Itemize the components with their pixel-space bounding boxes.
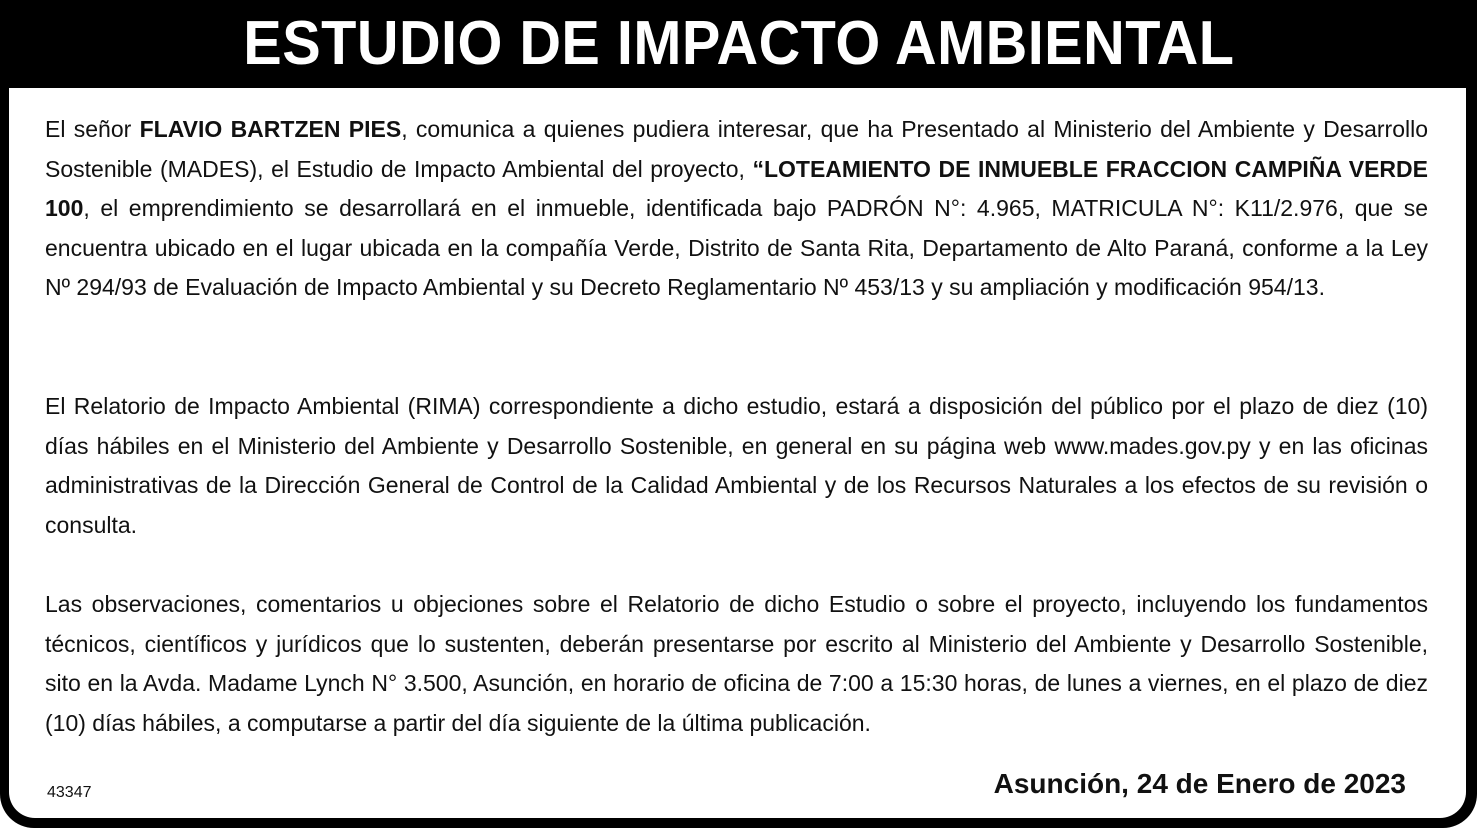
project-name: “LOTEAMIENTO DE INMUEBLE FRACCION CAMPIÑA VERDE 100 — [45, 155, 1428, 221]
paragraph-project-announcement — [45, 110, 1428, 308]
paragraph-observations: Las observaciones, comentarios u objeciones sobre el Relatorio de dicho Estudio o sobre el proyecto, incluyendo los fundamentos técnicos, científicos y jurídicos que lo sustenten, deberán presentarse por escrito al Ministerio del Ambiente y Desarrollo Sostenible, sito en la Avda. Madame Lynch N° 3.500, Asunción, en horario de oficina de 7:00 a 15:30 horas, de lunes a viernes, en el plazo de diez (10) días hábiles, a computarse a partir del día siguiente de la última publicación. — [45, 591, 1428, 736]
title-bar — [0, 0, 1477, 88]
date-line: Asunción, 24 de Enero de 2023 — [993, 768, 1406, 799]
paragraph-intro-text: El señor — [45, 116, 140, 142]
owner-name: FLAVIO BARTZEN PIES — [139, 116, 402, 142]
paragraph-text-b: , el emprendimiento se desarrollará en el inmueble, identificada bajo PADRÓN N°: 4.965, MATRICULA N°: K11/2.976, que se encuentra ubicado en el lugar ubicada en la compañía Verde, Distrito de Santa Rita, Departamento de Alto Paraná, conforme a la Ley Nº 294/93 de Evaluación de Impacto Ambiental y su Decreto Reglamentario Nº 453/13 y su ampliación y modificación 954/13. — [45, 195, 1428, 300]
paragraph-rima-availability: El Relatorio de Impacto Ambiental (RIMA) correspondiente a dicho estudio, estará a disposición del público por el plazo de diez (10) días hábiles en el Ministerio del Ambiente y Desarrollo Sostenible, en general en su página web www.mades.gov.py y en las oficinas administrativas de la Dirección General de Control de la Calidad Ambiental y de los Recursos Naturales a los efectos de su revisión o consulta. — [45, 393, 1428, 538]
notice-body — [9, 88, 1466, 818]
notice-title: ESTUDIO DE IMPACTO AMBIENTAL — [242, 9, 1235, 78]
reference-number: 43347 — [47, 784, 92, 801]
paragraph-text-a: , comunica a quienes pudiera interesar, que ha Presentado al Ministerio del Ambiente y Desarrollo Sostenible (MADES), el Estudio de Impacto Ambiental del proyecto, — [45, 116, 1428, 182]
